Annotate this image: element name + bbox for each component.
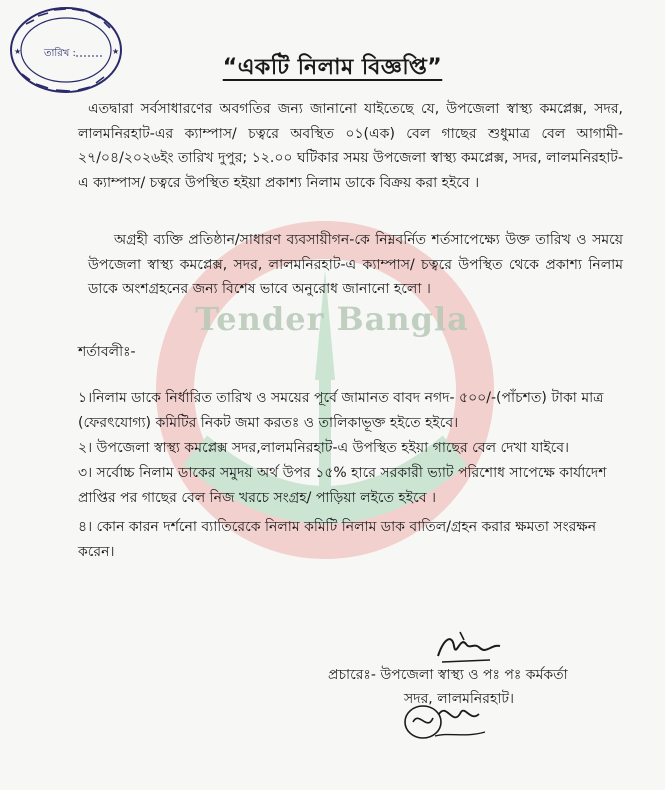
term-item: ১।নিলাম ডাকে নির্ধারিত তারিখ ও সময়ের পূর্বে জামানত বাবদ নগদ- ৫০০/-(পাঁচশত) টাকা মাত্র (ফেরৎযোগ্য) কমিটির নিকট জমা করতঃ ও তালিকাভূক্ত হইতে হইবে। — [78, 390, 604, 431]
signature-icon — [430, 628, 510, 668]
svg-text:★: ★ — [112, 47, 120, 56]
term-item: ২। উপজেলা স্বাস্থ্য কমপ্লেক্স সদর,লালমনিরহাট-এ উপস্থিত হইয়া গাছের বেল দেখা যাইবে। — [78, 440, 570, 456]
watermark-text: Tender Bangla — [195, 300, 469, 338]
publisher-line: প্রচারেঃ- উপজেলা স্বাস্থ্য ও পঃ পঃ কর্মকর্তা — [328, 667, 568, 683]
term-item: ৩। সর্বোচ্চ নিলাম ডাকের সমুদয় অর্থ উপর ১৫% হারে সরকারী ভ্যাট পরিশোধ সাপেক্ষে কার্যাদেশ প্রাপ্তির পর গাছের বেল নিজ খরচে সংগ্রহ/ পাড়িয়া লইতে হইবে । — [78, 465, 607, 506]
term-item: ৪। কোন কারন দর্শনো ব্যাতিরেকে নিলাম কমিটি নিলাম ডাক বাতিল/গ্রহন করার ক্ষমতা সংরক্ষন করেন। — [78, 519, 597, 560]
notice-title: “একটি নিলাম বিজ্ঞপ্তি” — [222, 55, 443, 80]
svg-text:★: ★ — [14, 47, 22, 56]
terms-label: শর্তাবলীঃ- — [78, 344, 136, 360]
signature-seal-icon — [395, 692, 495, 748]
intro-paragraph: এতদ্বারা সর্বসাধারণের অবগতির জন্য জানানো যাইতেছে যে, উপজেলা স্বাস্থ্য কমপ্লেক্স, সদর, লালমনিরহাট-এর ক্যাম্পাস/ চত্বরে অবস্থিত ০১(এক) বেল গাছের শুধুমাত্র বেল আগামী- ২৭/০৪/২০২৬ইং তারিখ দুপুর; ১২.০০ ঘটিকার সময় উপজেলা স্বাস্থ্য কমপ্লেক্স, সদর, লালমনিরহাট-এ ক্যাম্পাস/ চত্বরে উপস্থিত হইয়া প্রকাশ্য নিলাম ডাকে বিক্রয় করা হইবে । — [78, 101, 623, 191]
publisher-location: সদর, লালমনিরহাট। — [404, 691, 515, 707]
request-paragraph: অগ্রহী ব্যক্তি প্রতিষ্ঠান/সাধারণ ব্যবসায়ীগন-কে নিম্নবর্নিত শর্তসাপেক্ষ্যে উক্ত তারিখ ও সময়ে উপজেলা স্বাস্থ্য কমপ্লেক্স, সদর, লালমনিরহাট-এ ক্যাম্পাস/ চত্বরে উপস্থিত থেকে প্রকাশ্য নিলাম ডাকে অংশগ্রহনের জন্য বিশেষ ভাবে অনুরোধ জানানো হলো । — [88, 232, 623, 297]
svg-text:তারিখ :: তারিখ : — [44, 48, 76, 59]
